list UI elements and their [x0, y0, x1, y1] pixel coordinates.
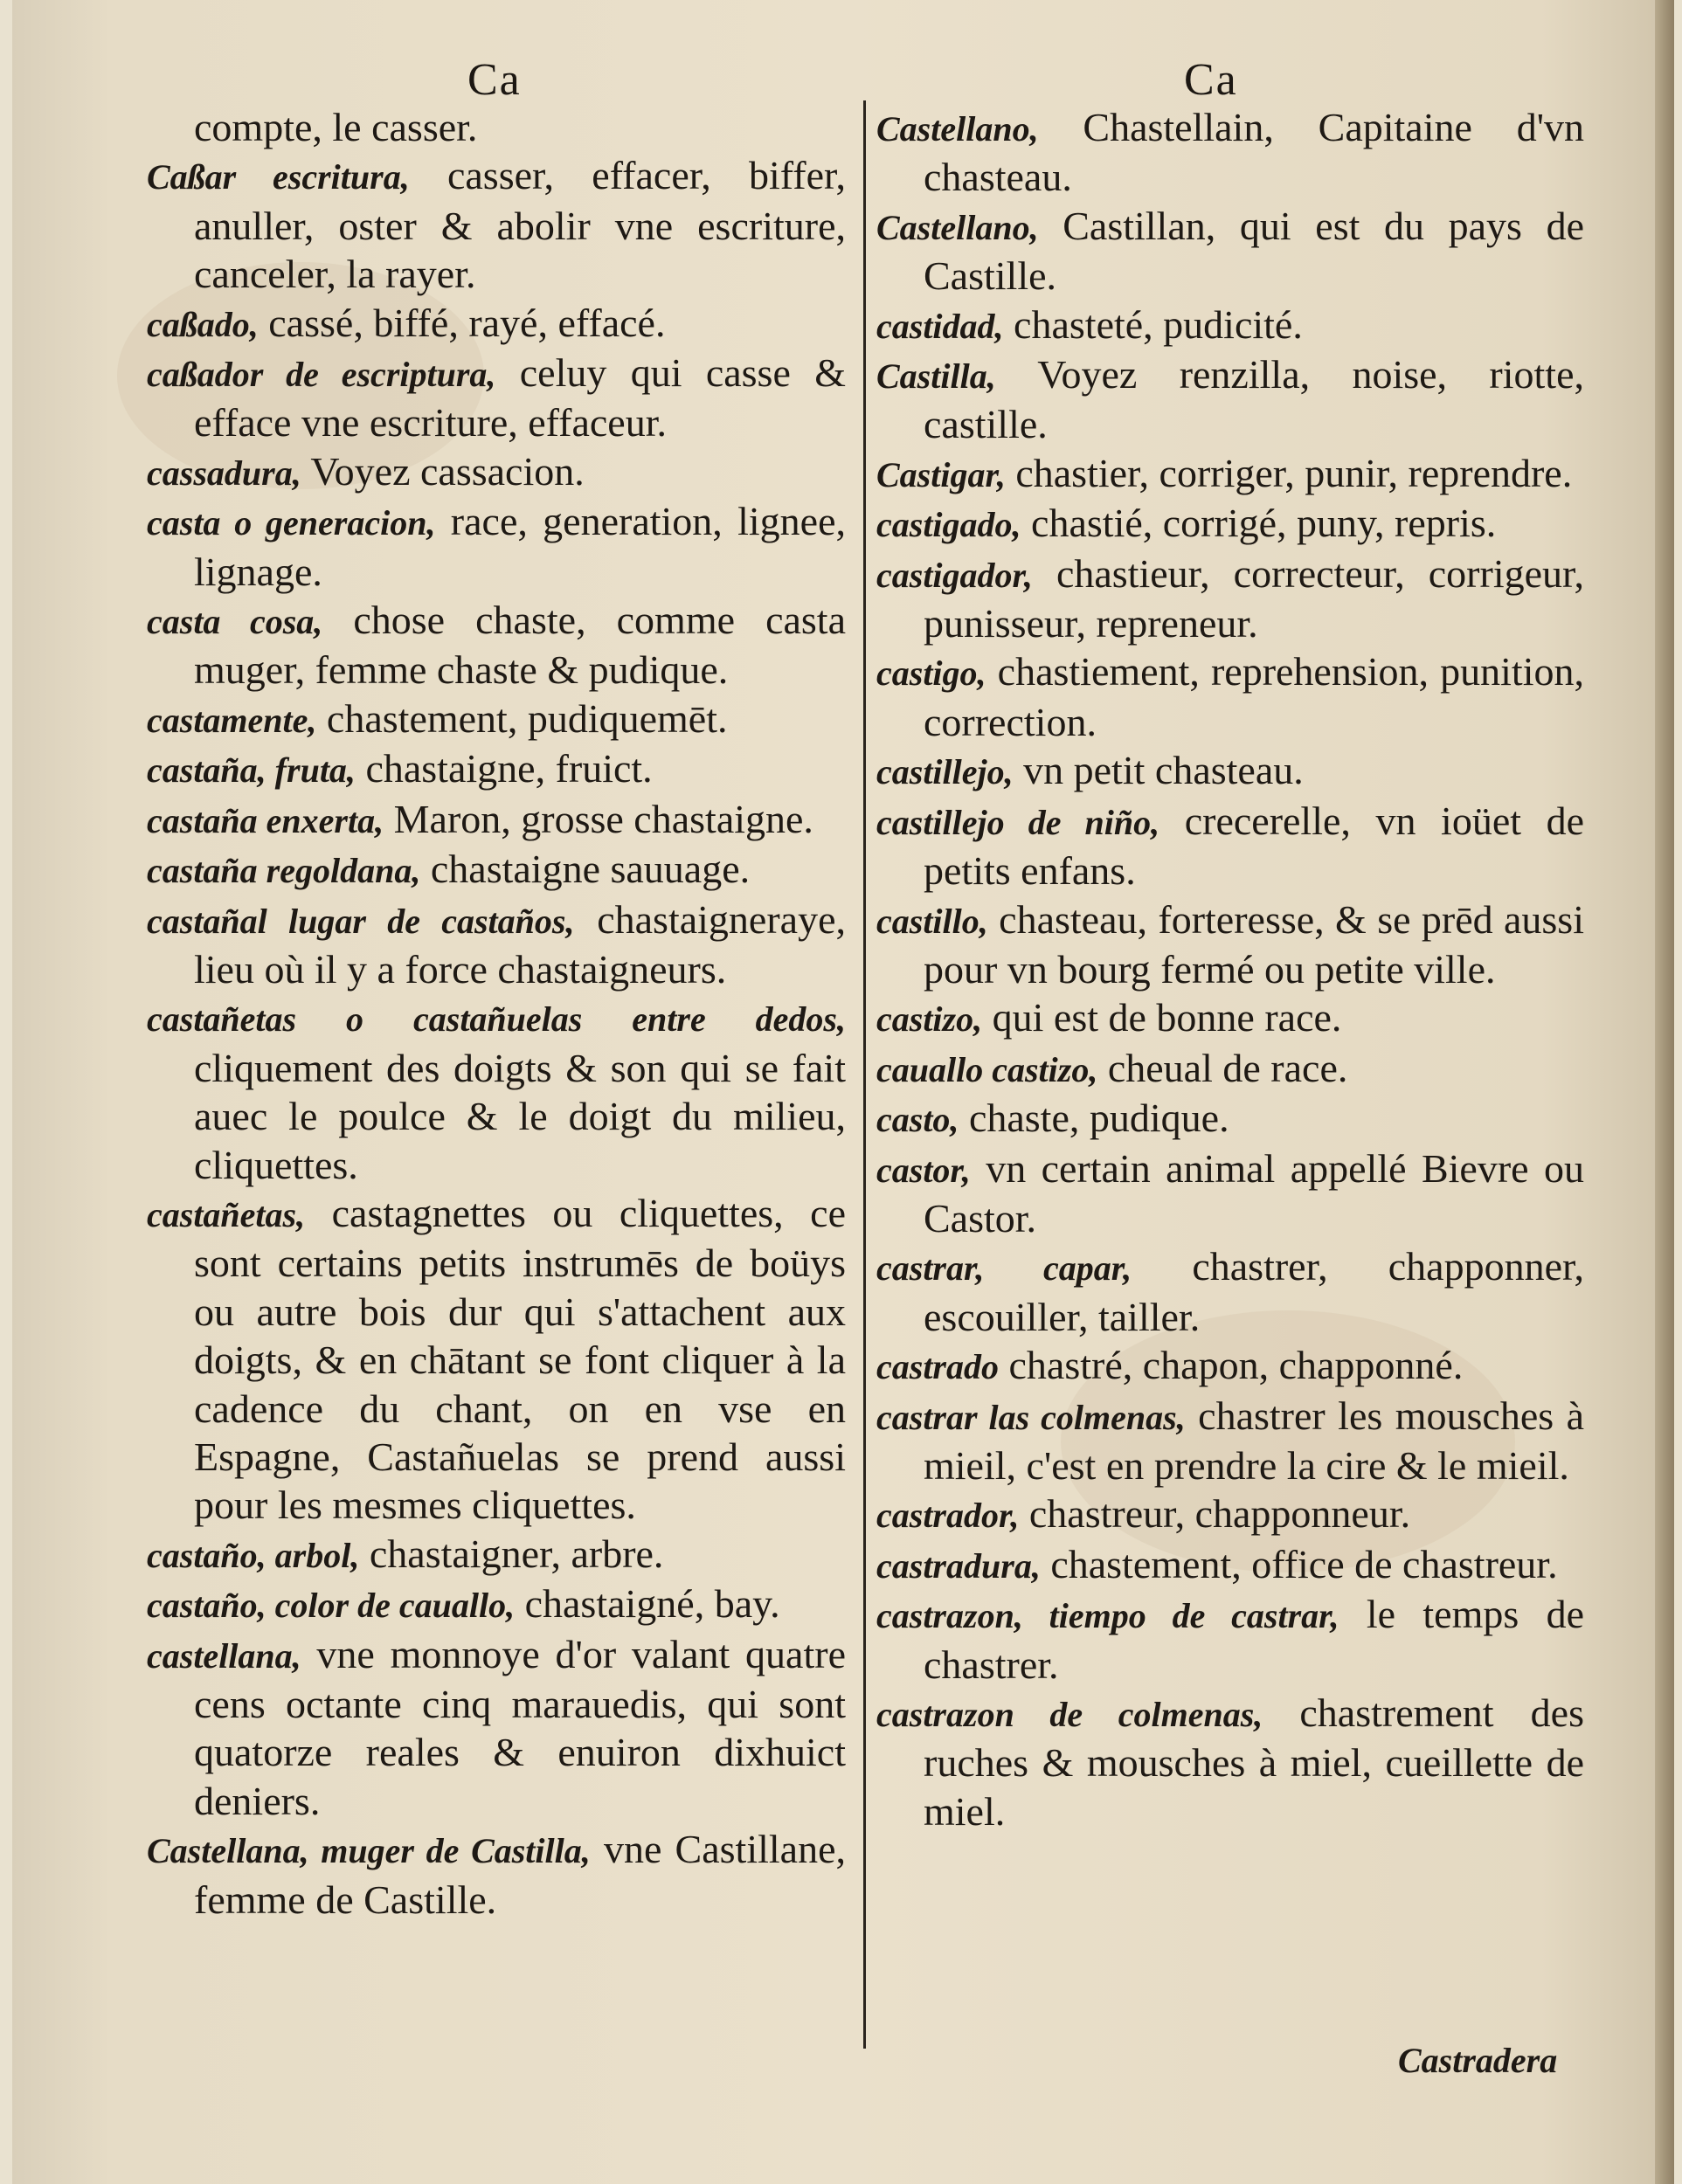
dictionary-entry [876, 499, 1584, 549]
entry-headword: castellana, [147, 1635, 301, 1676]
entry-definition: vne Castillane, femme de Castille. [194, 1827, 847, 1922]
entry-definition: celuy qui casse & efface vne escriture, effaceur. [194, 350, 846, 446]
entry-definition: chastié, corrigé, puny, repris. [1021, 501, 1497, 546]
entry-definition: vn certain animal appellé Bievre ou Castor. [924, 1145, 1584, 1241]
entry-headword: castrazon de colmenas, [876, 1695, 1263, 1734]
entry-definition: Voyez renzilla, noise, riotte, castille. [924, 352, 1584, 447]
entry-definition: vn petit chasteau. [1013, 748, 1304, 793]
dictionary-entry [876, 301, 1584, 350]
dictionary-entry [876, 1341, 1584, 1391]
entry-headword: Castigar, [876, 454, 1006, 494]
dictionary-entry [147, 299, 846, 349]
entry-definition: chose chaste, comme casta muger, femme chaste & pudique. [194, 598, 846, 693]
left-column [147, 103, 846, 1924]
dictionary-entry [876, 746, 1584, 796]
dictionary-entry [876, 549, 1584, 648]
dictionary-entry [876, 350, 1584, 449]
dictionary-entry [147, 596, 846, 695]
entry-headword: cauallo castizo, [876, 1049, 1098, 1089]
entry-headword: Caßar escritura, [147, 157, 410, 197]
entry-definition: vne monnoye d'or valant quatre cens octante cinq marauedis, qui sont quatorze reales & enuiron dixhuict deniers. [194, 1631, 846, 1823]
dictionary-entry [876, 103, 1584, 202]
entry-headword: castrador, [876, 1496, 1020, 1536]
entry-definition: compte, le casser. [194, 105, 478, 149]
dictionary-entry [147, 1630, 846, 1826]
entry-definition: castagnettes ou cliquettes, ce sont certains petits instrumēs de boüys ou autre bois dur qui s'attachent aux doigts, & en chātant se font cliquer à la cadence du chant, on en vse en Espagne, Castañuelas se prend aussi pour les mesmes cliquettes. [194, 1190, 846, 1528]
entry-definition: chaste, pudique. [959, 1095, 1229, 1141]
entry-headword: casta cosa, [147, 602, 323, 642]
entry-headword: castaño, color de cauallo, [147, 1586, 516, 1626]
entry-definition: cheual de race. [1097, 1045, 1348, 1090]
dictionary-entry [147, 845, 846, 895]
dictionary-entry [876, 1094, 1584, 1144]
dictionary-entry [147, 1530, 846, 1579]
entry-headword: castaña, fruta, [147, 750, 356, 791]
entry-definition: chastré, chapon, chapponné. [999, 1343, 1464, 1388]
entry-headword: castaña regoldana, [147, 851, 421, 891]
entry-headword: castradura, [876, 1545, 1041, 1586]
dictionary-entry [147, 993, 846, 1189]
entry-headword: Castilla, [876, 356, 996, 397]
dictionary-entry [876, 1144, 1584, 1243]
entry-definition: chastrer, chapponner, escouiller, tailler. [924, 1244, 1584, 1339]
entry-definition: chastaigneraye, lieu où il y a force chastaigneurs. [194, 896, 846, 992]
entry-definition: race, generation, lignee, lignage. [194, 499, 846, 594]
entry-definition: le temps de chastrer. [924, 1592, 1584, 1687]
entry-headword: Castellana, muger de Castilla, [147, 1831, 591, 1871]
right-column [876, 103, 1584, 1835]
entry-definition: chastaigne sauuage. [420, 847, 751, 892]
entry-headword: castigo, [876, 653, 986, 694]
entry-headword: Castellano, [876, 109, 1039, 149]
dictionary-entry [147, 1189, 846, 1530]
dictionary-entry [876, 993, 1584, 1043]
dictionary-entry [147, 497, 846, 596]
dictionary-entry [876, 202, 1584, 301]
entry-headword: castañal lugar de castaños, [147, 901, 575, 941]
entry-headword: castaña enxerta, [147, 800, 384, 840]
entry-definition: Chastellain, Capitaine d'vn chasteau. [924, 105, 1584, 200]
entry-definition: chastaigner, arbre. [359, 1531, 664, 1576]
entry-headword: castor, [876, 1150, 971, 1190]
entry-headword: castigado, [876, 505, 1021, 545]
entry-headword: castamente, [147, 700, 317, 740]
entry-headword: castrar, capar, [876, 1248, 1132, 1289]
dictionary-entry [876, 1242, 1584, 1341]
entry-definition: chastaigné, bay. [515, 1581, 780, 1627]
entry-definition: casser, effacer, biffer, anuller, oster & abolir vne escriture, canceler, la rayer. [194, 153, 846, 297]
entry-definition: chasteau, forteresse, & se prēd aussi pour vn bourg fermé ou petite ville. [924, 896, 1584, 992]
entry-definition: Castillan, qui est du pays de Castille. [924, 203, 1584, 299]
entry-definition: chastement, pudiquemēt. [316, 695, 728, 741]
dictionary-entry [876, 1044, 1584, 1094]
entry-headword: castrazon, tiempo de castrar, [876, 1596, 1339, 1636]
dictionary-entry [876, 797, 1584, 895]
dictionary-entry [876, 1540, 1584, 1590]
dictionary-entry [147, 349, 846, 447]
entry-definition: chastreur, chapponneur. [1019, 1491, 1411, 1537]
entry-definition: chasteté, pudicité. [1003, 301, 1303, 347]
entry-definition: chastiement, reprehension, punition, correction. [924, 649, 1584, 744]
dictionary-entry [147, 744, 846, 794]
dictionary-entry [147, 1825, 846, 1924]
dictionary-entry [147, 1579, 846, 1629]
dictionary-entry [147, 151, 846, 298]
entry-headword: castillejo, [876, 752, 1014, 792]
entry-headword: castrar las colmenas, [876, 1397, 1186, 1437]
entry-headword: cassadura, [147, 453, 301, 493]
entry-headword: castizo, [876, 999, 983, 1040]
entry-headword: castañetas, [147, 1194, 306, 1234]
left-running-head: Ca [467, 55, 522, 105]
entry-headword: castillejo de niño, [876, 802, 1160, 842]
entry-headword: castillo, [876, 901, 988, 941]
column-divider [863, 100, 866, 2049]
dictionary-entry [147, 895, 846, 994]
entry-definition: chastier, corriger, punir, reprendre. [1005, 450, 1573, 495]
dictionary-entry [876, 895, 1584, 994]
entry-headword: Castellano, [876, 207, 1039, 247]
entry-headword: casta o generacion, [147, 503, 436, 543]
entry-headword: castrado [876, 1347, 999, 1387]
dictionary-entry [876, 1689, 1584, 1835]
entry-headword: castidad, [876, 306, 1004, 346]
page-edge [1655, 0, 1674, 2184]
dictionary-entry [876, 1590, 1584, 1689]
dictionary-entry [147, 695, 846, 744]
dictionary-entry [876, 1392, 1584, 1490]
entry-definition: chastaigne, fruict. [355, 746, 653, 791]
entry-definition: chastrer les mousches à mieil, c'est en prendre la cire & le mieil. [924, 1393, 1584, 1488]
entry-definition: cassé, biffé, rayé, effacé. [258, 300, 666, 345]
entry-headword: castaño, arbol, [147, 1535, 360, 1575]
entry-definition: qui est de bonne race. [982, 995, 1342, 1040]
entry-definition: chastieur, correcteur, corrigeur, punisseur, repreneur. [924, 550, 1584, 646]
entry-headword: castañetas o castañuelas entre dedos, [147, 999, 846, 1040]
entry-definition: crecerelle, vn ioüet de petits enfans. [924, 798, 1585, 894]
right-running-head: Ca [1184, 55, 1238, 105]
entry-definition: chastrement des ruches & mousches à miel, cueillette de miel. [924, 1690, 1584, 1834]
entry-definition: chastement, office de chastreur. [1040, 1541, 1558, 1586]
entry-headword: casto, [876, 1100, 959, 1140]
dictionary-entry [876, 1489, 1584, 1539]
dictionary-entry [876, 647, 1584, 746]
dictionary-entry [147, 795, 846, 845]
entry-headword: castigador, [876, 555, 1033, 595]
entry-definition: Voyez cassacion. [301, 448, 585, 494]
dictionary-entry [876, 449, 1584, 499]
dictionary-entry [147, 103, 846, 151]
entry-headword: caßado, [147, 304, 259, 344]
catchword: Castradera [1398, 2041, 1558, 2080]
entry-definition: cliquement des doigts & son qui se fait auec le poulce & le doigt du milieu, cliquettes. [194, 1045, 846, 1187]
entry-definition: Maron, grosse chastaigne. [384, 796, 813, 841]
dictionary-entry [147, 447, 846, 497]
entry-headword: caßador de escriptura, [147, 355, 496, 395]
